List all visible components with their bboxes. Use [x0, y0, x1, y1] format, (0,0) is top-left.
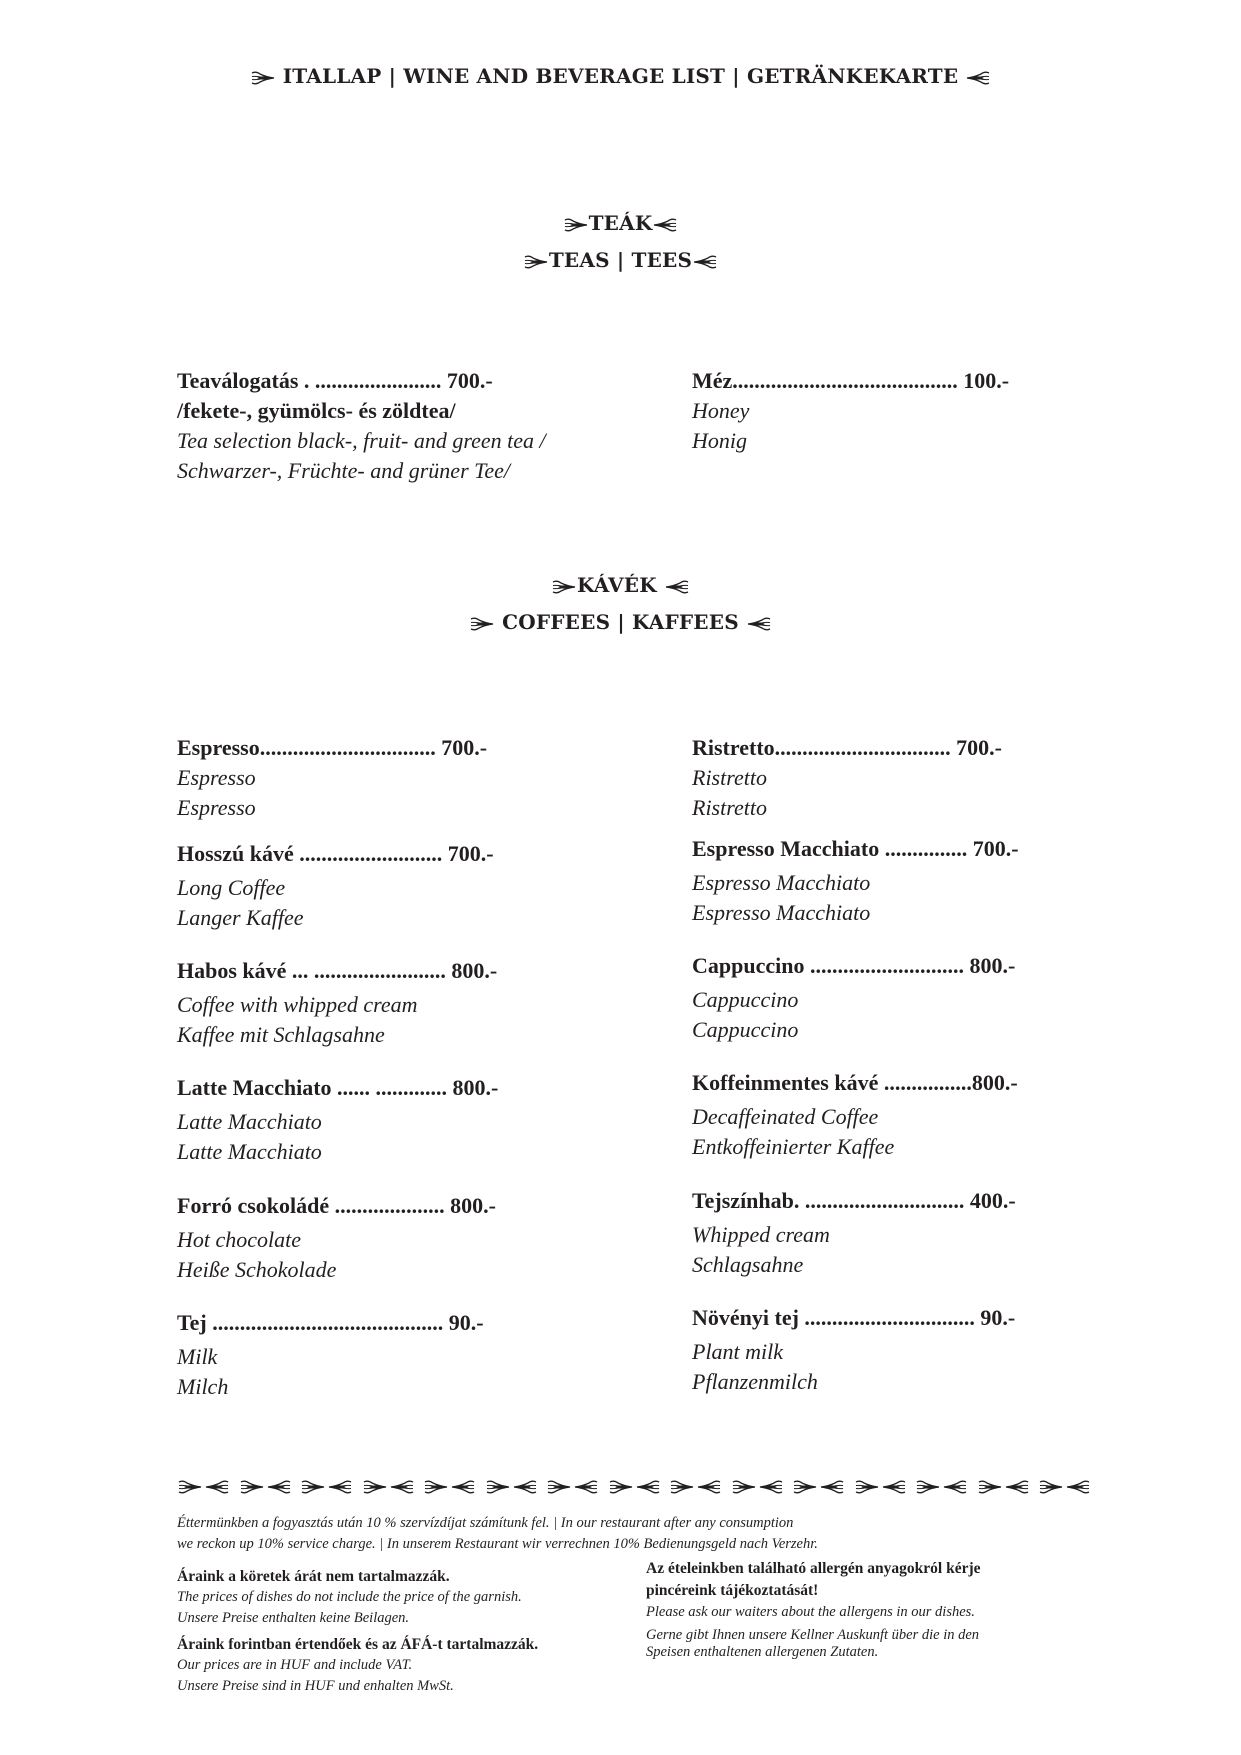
menu-item-whipped-cream [692, 1186, 1092, 1280]
item-description-en: Hot chocolate [177, 1227, 302, 1252]
allergen-note-de-1: Gerne gibt Ihnen unsere Kellner Auskunft über die in den [646, 1627, 980, 1643]
ornament-icon [692, 254, 718, 270]
menu-item-milk [177, 1308, 577, 1402]
ornament-icon [551, 579, 577, 595]
menu-item-espresso-macchiato [692, 834, 1092, 928]
ornament-icon [177, 1478, 231, 1494]
item-description-de: Schlagsahne [692, 1252, 804, 1277]
menu-item-latte-macchiato [177, 1073, 577, 1167]
garnish-note [177, 1566, 522, 1629]
ornament-icon [563, 217, 589, 233]
ornament-icon [423, 1478, 477, 1494]
teas-title-en-de: TEAS | TEES [548, 248, 693, 272]
item-description-en: Milk [177, 1344, 218, 1369]
item-description-en: Espresso Macchiato [692, 870, 871, 895]
item-name: Forró csokoládé .................... 800.- [177, 1193, 496, 1218]
item-description-de: Heiße Schokolade [177, 1257, 337, 1282]
garnish-note-en: The prices of dishes do not include the price of the garnish. [177, 1589, 522, 1605]
item-name: Teaválogatás . ....................... 700.- [177, 368, 493, 393]
coffees-title-en-de: COFFEES | KAFFEES [502, 610, 739, 634]
item-name: Espresso Macchiato ............... 700.- [692, 836, 1019, 861]
menu-item-ristretto [692, 733, 1092, 823]
page-title-text: ITALLAP | WINE AND BEVERAGE LIST | GETRÄNKEKARTE [282, 64, 959, 88]
allergen-note-hu-1: Az ételeinkben található allergén anyagokról kérje [646, 1560, 981, 1577]
ornament-icon [915, 1478, 969, 1494]
ornament-icon [250, 70, 276, 86]
coffees-title-hu: KÁVÉK [577, 573, 657, 597]
ornament-icon [854, 1478, 908, 1494]
vat-note-en: Our prices are in HUF and include VAT. [177, 1657, 413, 1673]
allergen-note-de-2: Speisen enthaltenen allergenen Zutaten. [646, 1644, 879, 1660]
item-name: Koffeinmentes kávé ................800.- [692, 1070, 1018, 1095]
ornament-icon [1038, 1478, 1092, 1494]
item-description-en: Whipped cream [692, 1222, 830, 1247]
item-name: Espresso................................ 700.- [177, 735, 488, 760]
teas-heading-en-de [0, 248, 1241, 272]
page-title [0, 64, 1241, 88]
allergen-note [646, 1558, 981, 1661]
item-description-en: Plant milk [692, 1339, 784, 1364]
service-charge-line-1: Éttermünkben a fogyasztás után 10 % szervízdíjat számítunk fel. | In our restaurant after any consumption [177, 1515, 794, 1531]
ornament-icon [792, 1478, 846, 1494]
ornament-icon [300, 1478, 354, 1494]
item-description-de: Ristretto [692, 795, 767, 820]
item-description-en: Ristretto [692, 765, 767, 790]
ornament-icon [965, 70, 991, 86]
item-name: Habos kávé ... ........................ 800.- [177, 958, 498, 983]
coffees-heading-en-de [0, 610, 1241, 634]
garnish-note-hu: Áraink a köretek árát nem tartalmazzák. [177, 1568, 450, 1585]
garnish-note-de: Unsere Preise enthalten keine Beilagen. [177, 1610, 410, 1626]
item-description-de: Kaffee mit Schlagsahne [177, 1022, 385, 1047]
ornament-icon [608, 1478, 662, 1494]
ornament-icon [485, 1478, 539, 1494]
item-description-de: Entkoffeinierter Kaffee [692, 1134, 895, 1159]
ornament-icon [977, 1478, 1031, 1494]
item-name: Tejszínhab. ............................. 400.- [692, 1188, 1016, 1213]
item-description-en: Honey [692, 398, 750, 423]
item-description-de: Milch [177, 1374, 229, 1399]
ornament-icon [652, 217, 678, 233]
ornament-icon [669, 1478, 723, 1494]
menu-item-espresso [177, 733, 577, 823]
menu-item-honey [692, 366, 1092, 456]
ornament-icon [362, 1478, 416, 1494]
ornament-icon [546, 1478, 600, 1494]
menu-item-plant-milk [692, 1303, 1092, 1397]
menu-item-tea-selection [177, 366, 577, 486]
ornament-icon [664, 579, 690, 595]
item-description-de: Langer Kaffee [177, 905, 304, 930]
menu-item-long-coffee [177, 839, 577, 933]
teas-title-hu: TEÁK [588, 211, 653, 235]
menu-item-hot-chocolate [177, 1191, 577, 1285]
ornament-icon [523, 254, 549, 270]
item-name-detail: /fekete-, gyümölcs- és zöldtea/ [177, 398, 456, 423]
item-description-en: Decaffeinated Coffee [692, 1104, 879, 1129]
ornament-divider [177, 1478, 1092, 1494]
vat-note [177, 1634, 538, 1697]
item-description-de: Pflanzenmilch [692, 1369, 818, 1394]
item-name: Ristretto................................ 700.- [692, 735, 1002, 760]
vat-note-hu: Áraink forintban értendőek és az ÁFÁ-t tartalmazzák. [177, 1636, 539, 1653]
item-name: Tej .......................................... 90.- [177, 1310, 484, 1335]
item-description-de: Honig [692, 428, 747, 453]
item-description-de: Espresso [177, 795, 256, 820]
menu-item-cappuccino [692, 951, 1092, 1045]
vat-note-de: Unsere Preise sind in HUF und enhalten MwSt. [177, 1678, 454, 1694]
item-name: Növényi tej ............................... 90.- [692, 1305, 1016, 1330]
item-description: Tea selection black-, fruit- and green tea / Schwarzer-, Früchte- and grüner Tee/ [177, 428, 546, 483]
item-name: Méz......................................... 100.- [692, 368, 1010, 393]
item-description-en: Long Coffee [177, 875, 286, 900]
service-charge-note [177, 1513, 818, 1555]
item-description-en: Latte Macchiato [177, 1109, 322, 1134]
service-charge-line-2: we reckon up 10% service charge. | In unserem Restaurant wir verrechnen 10% Bedienungsgeld nach Verzehr. [177, 1536, 818, 1552]
ornament-icon [239, 1478, 293, 1494]
item-description-en: Coffee with whipped cream [177, 992, 418, 1017]
item-name: Hosszú kávé .......................... 700.- [177, 841, 494, 866]
allergen-note-hu-2: pincéreink tájékoztatását! [646, 1582, 819, 1599]
menu-item-coffee-whipped-cream [177, 956, 577, 1050]
ornament-icon [469, 616, 495, 632]
allergen-note-en: Please ask our waiters about the allergens in our dishes. [646, 1604, 975, 1620]
item-name: Latte Macchiato ...... ............. 800.- [177, 1075, 499, 1100]
ornament-icon [746, 616, 772, 632]
item-description-de: Espresso Macchiato [692, 900, 871, 925]
teas-heading-hu [0, 211, 1241, 235]
item-description-de: Latte Macchiato [177, 1139, 322, 1164]
item-description-de: Cappuccino [692, 1017, 799, 1042]
coffees-heading-hu [0, 573, 1241, 597]
item-name: Cappuccino ............................ 800.- [692, 953, 1016, 978]
item-description-en: Espresso [177, 765, 256, 790]
ornament-icon [731, 1478, 785, 1494]
menu-item-decaf-coffee [692, 1068, 1092, 1162]
item-description-en: Cappuccino [692, 987, 799, 1012]
